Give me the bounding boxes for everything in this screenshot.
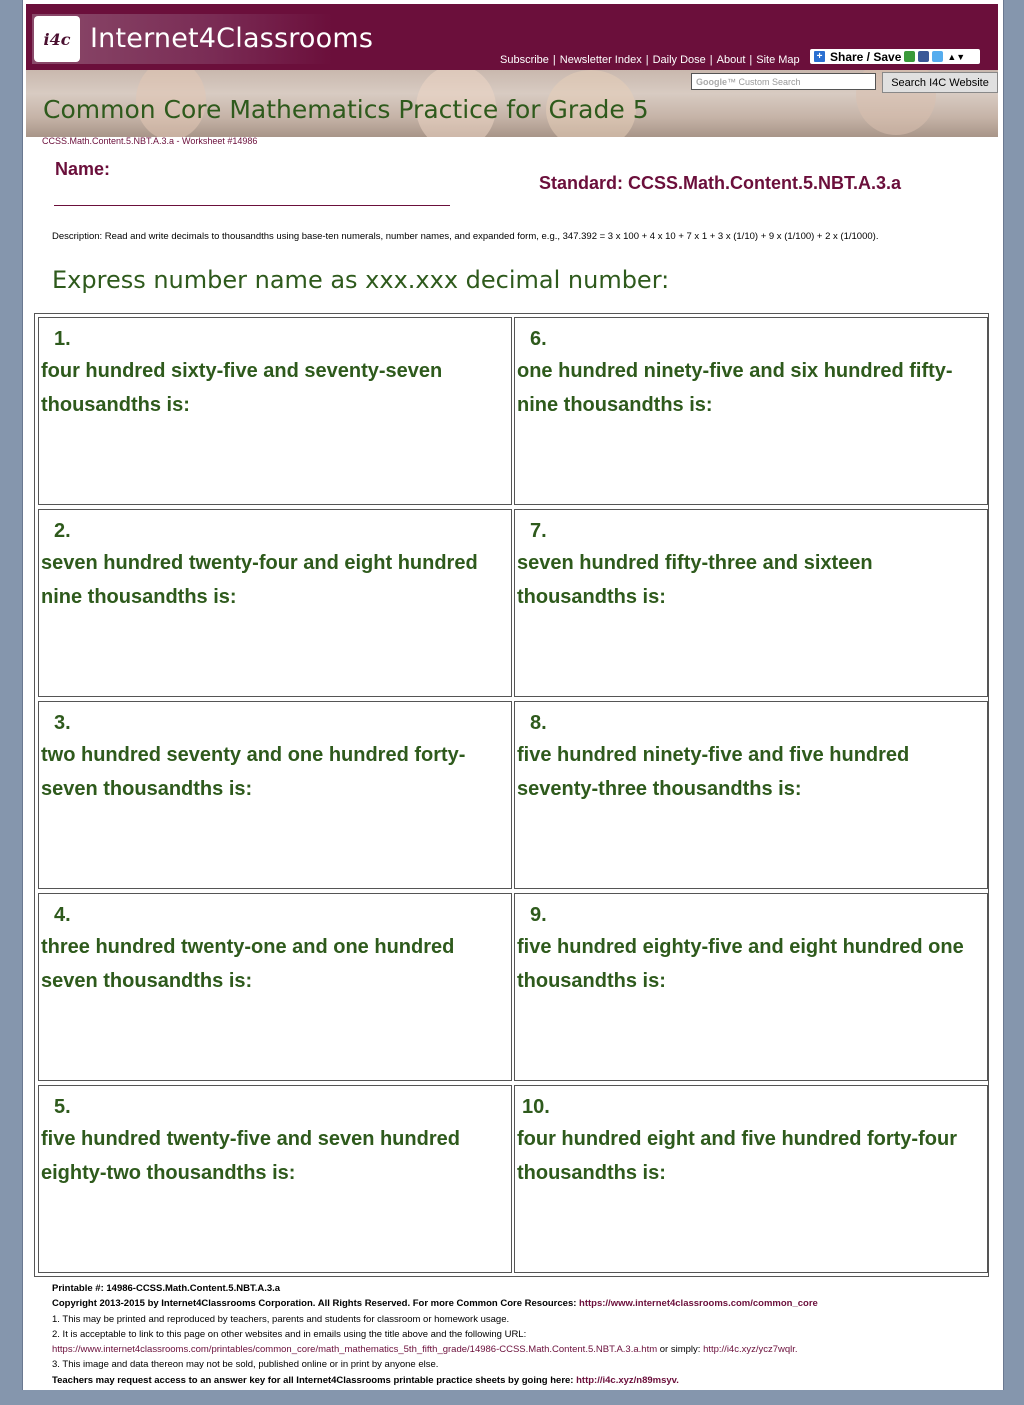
question-cell xyxy=(38,1085,512,1273)
note-3: 3. This image and data thereon may not be sold, published online or in print by anyone else. xyxy=(52,1359,439,1371)
search-input[interactable]: Google™ Custom Search xyxy=(691,73,876,90)
question-text: seven hundred fifty-three and sixteen thousandths is: xyxy=(517,552,873,608)
question-number: 5. xyxy=(54,1096,71,1118)
nav-site-map[interactable]: Site Map xyxy=(756,54,800,66)
top-navigation: Subscribe | Newsletter Index | Daily Dose | About | Site Map xyxy=(496,54,804,66)
nav-subscribe[interactable]: Subscribe xyxy=(500,54,549,66)
facebook-icon[interactable] xyxy=(918,51,929,62)
question-text: three hundred twenty-one and one hundred seven thousandths is: xyxy=(41,936,455,992)
question-cell xyxy=(514,893,988,1081)
i4c-logo-icon: i4c xyxy=(34,16,80,62)
logo-text: Internet4Classrooms xyxy=(90,23,374,54)
name-label: Name: xyxy=(55,159,111,179)
common-core-link[interactable]: https://www.internet4classrooms.com/common_core xyxy=(579,1298,818,1310)
answer-key-link[interactable]: http://i4c.xyz/n89msyv. xyxy=(576,1374,679,1386)
page-title: Common Core Mathematics Practice for Grade 5 xyxy=(43,95,649,124)
header-banner xyxy=(26,70,998,137)
question-number: 6. xyxy=(530,328,547,350)
question-number: 9. xyxy=(530,904,547,926)
question-grid xyxy=(34,313,989,1277)
answer-key-note: Teachers may request access to an answer key for all Internet4Classrooms printable practice sheets by going here: http://i4c.xyz/n89msyv. xyxy=(52,1374,679,1386)
share-save-button[interactable] xyxy=(810,49,980,64)
nav-newsletter-index[interactable]: Newsletter Index xyxy=(559,54,642,66)
search-placeholder: Custom Search xyxy=(738,77,801,87)
question-number: 7. xyxy=(530,520,547,542)
question-number: 1. xyxy=(54,328,71,350)
site-logo[interactable] xyxy=(32,14,374,64)
question-text: five hundred ninety-five and five hundred seventy-three thousandths is: xyxy=(517,744,910,800)
printable-number: Printable #: 14986-CCSS.Math.Content.5.NBT.A.3.a xyxy=(52,1283,281,1294)
standard-label: Standard: CCSS.Math.Content.5.NBT.A.3.a xyxy=(539,173,902,193)
email-share-icon[interactable] xyxy=(904,51,915,62)
question-cell xyxy=(514,317,988,505)
question-cell xyxy=(38,509,512,697)
question-cell xyxy=(514,701,988,889)
short-url-link[interactable]: http://i4c.xyz/ycz7wqlr. xyxy=(703,1344,798,1356)
footer xyxy=(52,1281,992,1388)
nav-about[interactable]: About xyxy=(716,54,746,66)
question-number: 2. xyxy=(54,520,71,542)
question-cell xyxy=(38,893,512,1081)
question-number: 4. xyxy=(54,904,71,926)
google-logo: Google xyxy=(696,77,727,87)
chevron-updown-icon[interactable]: ▲▼ xyxy=(947,51,966,62)
search-button[interactable]: Search I4C Website xyxy=(882,72,998,93)
question-text: one hundred ninety-five and six hundred fifty-nine thousandths is: xyxy=(517,360,953,416)
plus-icon: + xyxy=(814,51,825,62)
note-2: 2. It is acceptable to link to this page on other websites and in emails using the title above and the following URL: xyxy=(52,1328,527,1340)
question-number: 8. xyxy=(530,712,547,734)
question-number: 3. xyxy=(54,712,71,734)
site-header xyxy=(26,4,998,70)
question-number: 10. xyxy=(522,1096,550,1118)
twitter-icon[interactable] xyxy=(932,51,943,62)
copyright: Copyright 2013-2015 by Internet4Classrooms Corporation. All Rights Reserved. For more Common Core Resources: https://www.internet4classrooms.com/common_core xyxy=(52,1298,818,1310)
breadcrumb: CCSS.Math.Content.5.NBT.A.3.a - Worksheet #14986 xyxy=(42,136,258,146)
note-1: 1. This may be printed and reproduced by teachers, parents and students for classroom or homework usage. xyxy=(52,1313,510,1325)
question-text: four hundred eight and five hundred forty-four thousandths is: xyxy=(517,1128,957,1184)
question-text: seven hundred twenty-four and eight hundred nine thousandths is: xyxy=(41,552,478,608)
nav-daily-dose[interactable]: Daily Dose xyxy=(652,54,706,66)
instruction-heading: Express number name as xxx.xxx decimal number: xyxy=(52,266,670,294)
question-cell xyxy=(514,1085,988,1273)
question-text: two hundred seventy and one hundred forty-seven thousandths is: xyxy=(41,744,466,800)
question-cell xyxy=(38,701,512,889)
question-text: four hundred sixty-five and seventy-seven thousandths is: xyxy=(41,360,443,416)
question-text: five hundred eighty-five and eight hundred one thousandths is: xyxy=(517,936,964,992)
description: Description: Read and write decimals to thousandths using base-ten numerals, number names, and expanded form, e.g., 347.392 = 3 x 100 + 4 x 10 + 7 x 1 + 3 x (1/10) + 9 x (1/100) + 2 x (1/1000). xyxy=(52,231,879,242)
worksheet-page xyxy=(22,0,1004,1390)
share-label: Share / Save xyxy=(830,49,902,64)
worksheet-url-link[interactable]: https://www.internet4classrooms.com/printables/common_core/math_mathematics_5th_fifth_grade/14986-CCSS.Math.Content.5.NBT.A.3.a.htm xyxy=(52,1344,658,1356)
name-line xyxy=(54,205,450,206)
question-cell xyxy=(514,509,988,697)
question-text: five hundred twenty-five and seven hundred eighty-two thousandths is: xyxy=(41,1128,460,1184)
question-cell xyxy=(38,317,512,505)
url-line: https://www.internet4classrooms.com/printables/common_core/math_mathematics_5th_fifth_grade/14986-CCSS.Math.Content.5.NBT.A.3.a.htm or simply: http://i4c.xyz/ycz7wqlr. xyxy=(52,1344,798,1356)
